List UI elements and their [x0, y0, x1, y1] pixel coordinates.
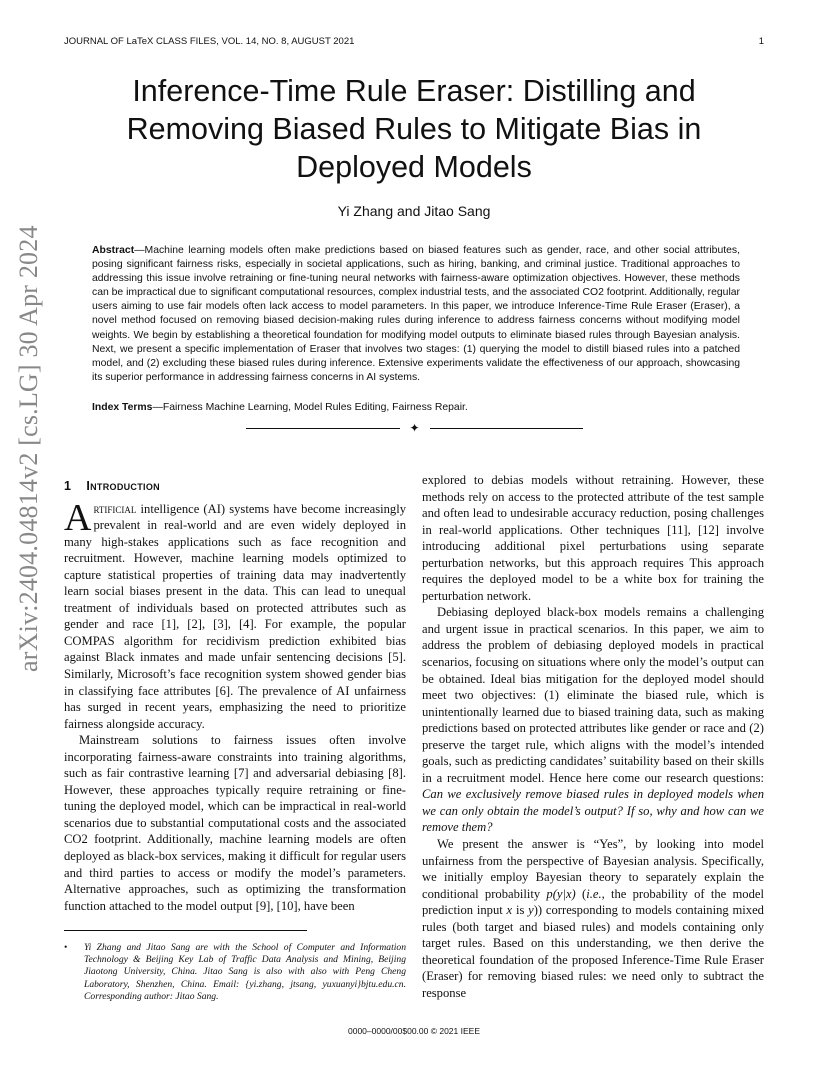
dropcap-letter: A [64, 496, 92, 539]
right-paragraph-2 [422, 604, 764, 836]
right-p3-text-a: We present the answer is “Yes”, by looking into model unfairness from the perspective of Bayesian analysis. Specifically, we initially employ Bayesian theory to separately explain the conditional probability [422, 837, 764, 901]
divider-line-right [430, 428, 584, 429]
math-x: x [506, 903, 513, 918]
arxiv-stamp: arXiv:2404.04814v2 [cs.LG] 30 Apr 2024 [14, 225, 43, 672]
right-p3-text-e: )) corresponding to models containing mixed rules (both target and biased rules) and models containing only target rules. Based on this understanding, we then derive the theoretical foundation of the proposed Inference-Time Rule Eraser (Eraser) for removing biased rules: we need only to subtract the response [422, 903, 764, 1000]
abstract [92, 244, 740, 385]
footnote-rule [64, 930, 307, 931]
running-header [64, 36, 764, 47]
abstract-label: Abstract [92, 245, 135, 256]
authors: Yi Zhang and Jitao Sang [337, 203, 491, 219]
copyright-line: 0000–0000/00$00.00 © 2021 IEEE [348, 1026, 480, 1036]
research-question: Can we exclusively remove biased rules in deployed models when we can only obtain the model’s output? If so, why and how can we remove them? [422, 787, 764, 835]
right-column [422, 472, 764, 1002]
footnote [64, 942, 406, 1003]
index-terms-text: —Fairness Machine Learning, Model Rules Editing, Fairness Repair. [152, 402, 468, 413]
page-number: 1 [758, 36, 764, 47]
index-terms [92, 401, 740, 415]
intro-smallcaps: rtificial [93, 501, 137, 516]
abstract-text: —Machine learning models often make predictions based on biased features such as gender, race, and other social attributes, posing significant fairness risks, especially in societal applications, such as hiring, banking, and criminal justice. Traditional approaches to addressing this issue involve retraining or fine-tuning neural networks with fairness-aware optimization objectives. However, these methods can be impractical due to significant computational resources, complex industrial tests, and the associated CO2 footprint. Additionally, regular users aiming to use fair models often lack access to model parameters. In this paper, we introduce Inference-Time Rule Eraser (Eraser), a novel method focused on removing biased decision-making rules during inference to address fairness concerns without modifying model weights. We begin by establishing a theoretical foundation for modifying model outputs to eliminate biased rules through Bayesian analysis. Next, we present a specific implementation of Eraser that involves two stages: (1) querying the model to distill biased rules into a patched model, and (2) excluding these biased rules during inference. Extensive experiments validate the effectiveness of our approach, showcasing its superior performance in addressing fairness concerns in AI systems. [92, 245, 740, 383]
title-line-2: Removing Biased Rules to Mitigate Bias in [126, 112, 702, 146]
intro-paragraph-1 [64, 496, 406, 733]
right-p3-text-c: , the probability of the model prediction input [422, 886, 764, 918]
right-p3-text-d: is [512, 903, 529, 918]
footnote-bullet-icon: • [64, 942, 68, 953]
right-p3-text-b: ( [575, 886, 587, 901]
index-terms-label: Index Terms [92, 402, 153, 413]
divider-line-left [246, 428, 400, 429]
divider-star-icon: ✦ [409, 421, 420, 435]
right-paragraph-3 [422, 836, 764, 1001]
right-p2-text: Debiasing deployed black-box models remains a challenging and urgent issue in practical scenarios. In this paper, we aim to address the problem of debiasing deployed models in practical scenarios, focusing on situations where only the model’s output can be obtained. Ideal bias mitigation for the deployed model should meet two objectives: (1) eliminate the biased rule, which is unintentionally learned due to biased training data, such as making predictions based on protected attributes like gender or race and (2) preserve the target rule, which aligns with the model’s intended goals, such as predicting candidates’ suitability based on their skills in a recruitment model. Hence here come our research questions: [422, 605, 764, 785]
math-p-y-given-x: p(y|x) [546, 886, 576, 901]
section-divider [246, 421, 583, 435]
title-line-1: Inference-Time Rule Eraser: Distilling and [132, 74, 696, 108]
intro-p1-text: intelligence (AI) systems have become increasingly prevalent in real-world and are even widely deployed in many high-stakes applications such as face recognition and recruitment. However, machine learning models optimized to capture statistical properties of training data may inadvertently learn social biases present in the data. This can lead to unequal treatment of individuals based on protected attributes such as gender and race [1], [2], [3], [4]. For example, the popular COMPAS algorithm for recidivism prediction exhibited bias against Black inmates and made unfair sentencing decisions [5]. Similarly, Microsoft’s face recognition system showed gender bias in classifying face attributes [6]. The prevalence of AI unfairness has surged in recent years, emphasizing the need to prioritize fairness alongside accuracy. [64, 501, 406, 731]
math-y: y [528, 903, 534, 918]
right-paragraph-1: explored to debias models without retraining. However, these methods rely on access to the protected attribute of the test sample and often lead to undesirable accuracy reduction, posing challenges in real-world applications. Other techniques [11], [12] involve introducing additional pixel perturbations using separate perturbation networks, but this approach requires This approach requires the deployed model to be a white box for training the perturbation network. [422, 473, 764, 603]
intro-paragraph-2: Mainstream solutions to fairness issues often involve incorporating fairness-aware constraints into training algorithms, such as fair contrastive learning [7] and adversarial debiasing [8]. However, these approaches typically require retraining or fine-tuning the deployed model, which can be impractical in real-world scenarios due to substantial computational costs and the associated CO2 footprint. Additionally, machine learning models are often deployed as black-box services, making it difficult for regular users and third parties to access or modify the model’s parameters. Alternative approaches, such as optimizing the transformation function attached to the model output [9], [10], have been [64, 733, 406, 913]
journal-header: JOURNAL OF LaTeX CLASS FILES, VOL. 14, NO. 8, AUGUST 2021 [64, 36, 355, 47]
left-column [64, 478, 406, 914]
footnote-text: Yi Zhang and Jitao Sang are with the School of Computer and Information Technology & Beijing Key Lab of Traffic Data Analysis and Mining, Beijing Jiaotong University, China. Jitao Sang is also with also with Peng Cheng Laboratory, Shenzhen, China. Email: {yi.zhang, jtsang, yuxuanyi}bjtu.edu.cn. Corresponding author: Jitao Sang. [84, 942, 406, 1002]
section-title: Introduction [86, 479, 160, 493]
paper-title [64, 72, 764, 186]
title-line-3: Deployed Models [296, 150, 532, 184]
section-number: 1 [64, 479, 72, 493]
section-heading [64, 478, 406, 495]
ie-abbrev: i.e. [586, 886, 602, 901]
